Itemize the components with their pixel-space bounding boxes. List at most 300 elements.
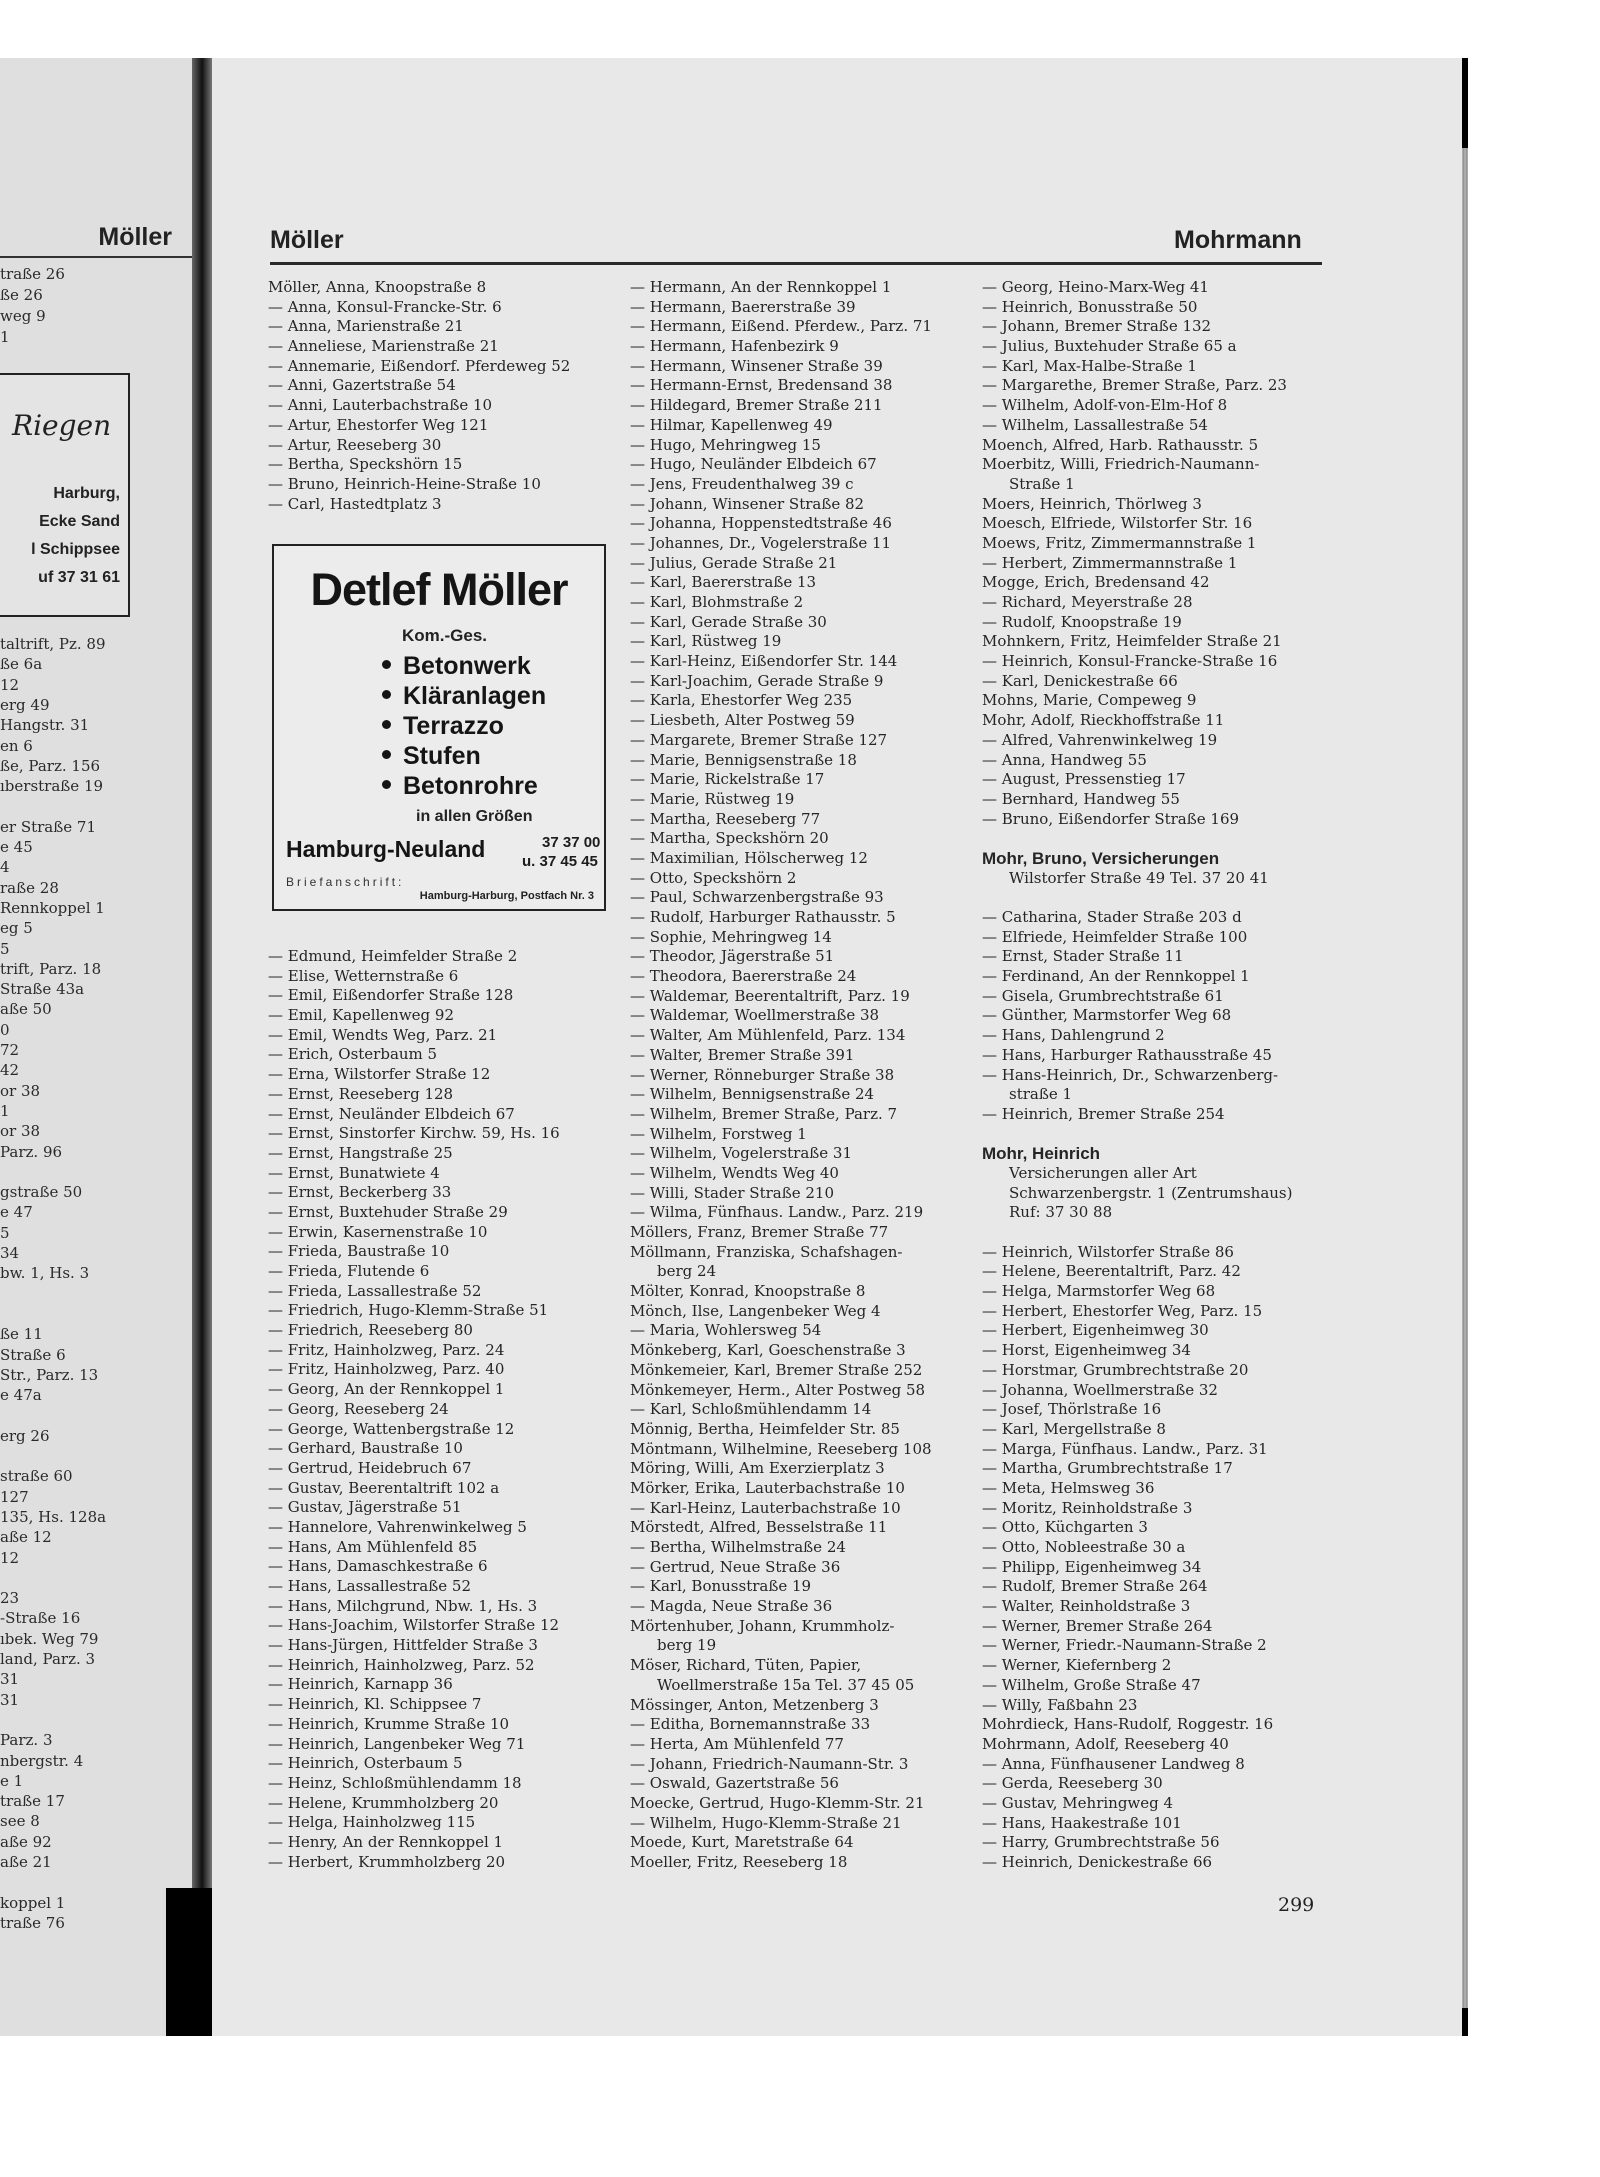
- left-text-fragment: e 1: [0, 1771, 24, 1790]
- directory-entry: — Heinrich, Kl. Schippsee 7: [268, 1695, 482, 1714]
- column-3-part-c: [982, 1243, 1327, 1873]
- directory-entry: Mohnkern, Fritz, Heimfelder Straße 21: [982, 632, 1282, 651]
- directory-entry: — Karl, Denickestraße 66: [982, 671, 1178, 690]
- page-number: 299: [1278, 1894, 1315, 1916]
- directory-entry: Moecke, Gertrud, Hugo-Klemm-Str. 21: [630, 1793, 925, 1812]
- page-edges: [1462, 148, 1468, 2008]
- bullet-icon: [382, 660, 391, 669]
- bullet-icon: [382, 690, 391, 699]
- directory-entry: — Werner, Bremer Straße 264: [982, 1616, 1213, 1635]
- directory-entry: — Helga, Hainholzweg 115: [268, 1813, 476, 1832]
- directory-entry: — Wilhelm, Vogelerstraße 31: [630, 1144, 853, 1163]
- directory-entry: — Ernst, Buxtehuder Straße 29: [268, 1202, 508, 1221]
- directory-entry: — Karl-Joachim, Gerade Straße 9: [630, 671, 884, 690]
- directory-entry: — Georg, Heino-Marx-Weg 41: [982, 278, 1209, 296]
- directory-entry: — Hugo, Neuländer Elbdeich 67: [630, 455, 877, 474]
- directory-entry: — Otto, Speckshörn 2: [630, 868, 797, 887]
- directory-entry: — Hans, Milchgrund, Nbw. 1, Hs. 3: [268, 1596, 538, 1615]
- directory-entry: — Heinrich, Osterbaum 5: [268, 1754, 463, 1773]
- ad-mail-address: Hamburg-Harburg, Postfach Nr. 3: [419, 890, 594, 902]
- directory-entry: Möring, Willi, Am Exerzierplatz 3: [630, 1459, 885, 1478]
- left-text-fragment: e 47a: [0, 1386, 42, 1405]
- running-head-left: Möller: [270, 226, 344, 254]
- ad-product: Terrazzo: [382, 712, 504, 741]
- directory-entry: — Wilhelm, Bremer Straße, Parz. 7: [630, 1104, 898, 1123]
- directory-entry: Möser, Richard, Tüten, Papier,: [630, 1656, 862, 1675]
- directory-entry: — Gertrud, Neue Straße 36: [630, 1557, 841, 1576]
- directory-entry: — Richard, Meyerstraße 28: [982, 593, 1193, 611]
- directory-entry: — Hildegard, Bremer Straße 211: [630, 396, 883, 415]
- directory-entry: — Erwin, Kasernenstraße 10: [268, 1222, 488, 1241]
- directory-entry: Mönkemeier, Karl, Bremer Straße 252: [630, 1360, 923, 1379]
- ad-city: Hamburg-Neuland: [286, 836, 486, 862]
- directory-entry: — Heinz, Schloßmühlendamm 18: [268, 1773, 522, 1792]
- directory-entry: — Moritz, Reinholdstraße 3: [982, 1498, 1193, 1517]
- left-text-fragment: 5: [0, 939, 10, 958]
- directory-entry: — Anni, Gazertstraße 54: [268, 376, 456, 395]
- directory-entry: Mönch, Ilse, Langenbeker Weg 4: [630, 1301, 881, 1320]
- directory-entry: — Otto, Küchgarten 3: [982, 1518, 1148, 1537]
- left-text-fragment: aße 21: [0, 1853, 52, 1871]
- directory-entry: — Fritz, Hainholzweg, Parz. 40: [268, 1360, 505, 1379]
- directory-entry: — Jens, Freudenthalweg 39 c: [630, 474, 854, 493]
- directory-entry: — Walter, Reinholdstraße 3: [982, 1597, 1191, 1616]
- directory-entry: — Gerda, Reeseberg 30: [982, 1774, 1163, 1793]
- left-text-fragment: ße 26: [0, 286, 43, 304]
- directory-entry: Moews, Fritz, Zimmermannstraße 1: [982, 533, 1257, 552]
- left-text-fragment: e 47: [0, 1203, 33, 1222]
- directory-entry: Moede, Kurt, Maretstraße 64: [630, 1833, 854, 1852]
- directory-entry: — Frieda, Lassallestraße 52: [268, 1281, 482, 1300]
- left-text-fragment: 1: [0, 328, 10, 346]
- directory-entry: — Ernst, Beckerberg 33: [268, 1183, 452, 1202]
- left-text-fragment: 12: [0, 675, 20, 694]
- left-text-fragment: er Straße 71: [0, 817, 96, 836]
- directory-entry: — Gertrud, Heidebruch 67: [268, 1458, 472, 1477]
- bullet-icon: [382, 750, 391, 759]
- left-text-fragment: Straße 6: [0, 1345, 66, 1364]
- left-text-fragment: 42: [0, 1061, 20, 1080]
- left-text-fragment: e 45: [0, 838, 33, 856]
- directory-entry: — Johannes, Dr., Vogelerstraße 11: [630, 533, 892, 552]
- left-text-fragment: 5: [0, 1223, 10, 1242]
- directory-entry: — Wilhelm, Lassallestraße 54: [982, 415, 1208, 434]
- directory-entry: Mössinger, Anton, Metzenberg 3: [630, 1695, 879, 1714]
- directory-entry: — Werner, Rönneburger Straße 38: [630, 1065, 895, 1084]
- directory-entry: — Heinrich, Denickestraße 66: [982, 1853, 1213, 1871]
- directory-entry: — Hans-Jürgen, Hittfelder Straße 3: [268, 1636, 538, 1655]
- directory-entry: — Karl, Gerade Straße 30: [630, 612, 827, 631]
- directory-entry: — Hans, Dahlengrund 2: [982, 1026, 1165, 1045]
- directory-entry: — Sophie, Mehringweg 14: [630, 927, 832, 946]
- directory-entry: — Horst, Eigenheimweg 34: [982, 1341, 1191, 1360]
- directory-entry: Moerbitz, Willi, Friedrich-Naumann-: [982, 455, 1260, 474]
- ad-product: Stufen: [382, 742, 481, 771]
- left-text-fragment: Rennkoppel 1: [0, 898, 105, 917]
- left-text-fragment: traße 76: [0, 1913, 65, 1932]
- directory-entry: — Hans, Damaschkestraße 6: [268, 1557, 488, 1576]
- directory-entry: — Anna, Marienstraße 21: [268, 317, 464, 336]
- directory-entry: — Bertha, Speckshörn 15: [268, 455, 463, 474]
- bullet-icon: [382, 780, 391, 789]
- left-header-rule: [0, 256, 192, 258]
- directory-entry: — Wilhelm, Hugo-Klemm-Straße 21: [630, 1813, 902, 1832]
- directory-entry: Mörstedt, Alfred, Besselstraße 11: [630, 1518, 888, 1537]
- directory-entry: — Heinrich, Konsul-Francke-Straße 16: [982, 652, 1278, 671]
- directory-entry: Mohns, Marie, Compeweg 9: [982, 691, 1197, 710]
- directory-entry: — Bernhard, Handweg 55: [982, 789, 1180, 808]
- left-text-fragment: ße 11: [0, 1325, 43, 1344]
- directory-entry: — Hermann, Winsener Straße 39: [630, 356, 883, 375]
- directory-entry: — Gustav, Mehringweg 4: [982, 1793, 1174, 1812]
- directory-entry: — Hermann, Baererstraße 39: [630, 297, 856, 316]
- directory-entry: — Martha, Speckshörn 20: [630, 829, 829, 848]
- directory-entry: — Henry, An der Rennkoppel 1: [268, 1832, 504, 1851]
- left-text-fragment: Parz. 3: [0, 1731, 53, 1750]
- directory-entry: — Fritz, Hainholzweg, Parz. 24: [268, 1340, 505, 1359]
- entry-continuation: Versicherungen aller Art: [1009, 1163, 1197, 1182]
- directory-entry: — Helga, Marmstorfer Weg 68: [982, 1282, 1216, 1301]
- directory-entry: — Heinrich, Langenbeker Weg 71: [268, 1734, 526, 1753]
- directory-entry: — Theodora, Baererstraße 24: [630, 967, 857, 986]
- left-text-fragment: aße 12: [0, 1528, 52, 1547]
- directory-entry: — Helene, Beerentaltrift, Parz. 42: [982, 1262, 1241, 1281]
- book-gutter: [192, 58, 212, 2036]
- directory-entry: Mogge, Erich, Bredensand 42: [982, 573, 1210, 592]
- left-text-fragment: -Straße 16: [0, 1609, 81, 1628]
- left-ad-line: l Schippsee: [31, 541, 120, 558]
- left-text-fragment: 127: [0, 1487, 29, 1506]
- left-text-fragment: trift, Parz. 18: [0, 959, 102, 978]
- header-rule: [270, 262, 1322, 265]
- bold-entry-heading: Mohr, Bruno, Versicherungen: [982, 848, 1220, 868]
- directory-entry: — Waldemar, Beerentaltrift, Parz. 19: [630, 986, 910, 1005]
- left-text-fragment: or 38: [0, 1081, 41, 1100]
- directory-entry: — Gustav, Jägerstraße 51: [268, 1498, 462, 1517]
- directory-entry: — Anna, Konsul-Francke-Str. 6: [268, 297, 502, 316]
- directory-entry: — Johanna, Woellmerstraße 32: [982, 1380, 1218, 1399]
- directory-entry: — Josef, Thörlstraße 16: [982, 1400, 1162, 1419]
- directory-entry: — Ernst, Stader Straße 11: [982, 947, 1184, 966]
- left-text-fragment: aße 50: [0, 1000, 52, 1019]
- directory-entry: — Heinrich, Bonusstraße 50: [982, 297, 1198, 316]
- left-text-fragment: land, Parz. 3: [0, 1650, 96, 1668]
- directory-entry: — Bruno, Eißendorfer Straße 169: [982, 809, 1240, 828]
- bullet-icon: [382, 720, 391, 729]
- left-text-fragment: or 38: [0, 1122, 41, 1141]
- left-text-fragment: 0: [0, 1020, 10, 1039]
- directory-entry: — Hilmar, Kapellenweg 49: [630, 415, 833, 434]
- directory-entry: Mörtenhuber, Johann, Krummholz-: [630, 1616, 895, 1635]
- left-text-fragment: traße 17: [0, 1792, 65, 1811]
- left-text-fragment: ıberstraße 19: [0, 777, 104, 796]
- ad-sizes: in allen Größen: [416, 808, 533, 825]
- directory-entry: — Philipp, Eigenheimweg 34: [982, 1557, 1202, 1576]
- directory-entry: — Karl, Baererstraße 13: [630, 573, 817, 592]
- directory-entry: Mölter, Konrad, Knoopstraße 8: [630, 1282, 866, 1301]
- directory-entry: — Heinrich, Hainholzweg, Parz. 52: [268, 1655, 535, 1674]
- directory-entry: — Herbert, Eigenheimweg 30: [982, 1321, 1209, 1340]
- directory-entry: — Heinrich, Krumme Straße 10: [268, 1714, 510, 1733]
- directory-entry: — Heinrich, Karnapp 36: [268, 1675, 453, 1694]
- directory-entry: — Maria, Wohlersweg 54: [630, 1321, 822, 1340]
- directory-entry: — Waldemar, Woellmerstraße 38: [630, 1006, 880, 1025]
- directory-entry: — Ernst, Bunatwiete 4: [268, 1163, 440, 1182]
- directory-entry: — Oswald, Gazertstraße 56: [630, 1774, 839, 1793]
- left-text-fragment: 34: [0, 1244, 20, 1262]
- directory-entry: — Marie, Rüstweg 19: [630, 789, 795, 808]
- directory-entry: — Maximilian, Hölscherweg 12: [630, 848, 868, 867]
- directory-entry: — Rudolf, Bremer Straße 264: [982, 1577, 1208, 1596]
- directory-entry: — Johann, Winsener Straße 82: [630, 494, 865, 513]
- column-2: [630, 278, 975, 1873]
- directory-entry: — Hermann, Eißend. Pferdew., Parz. 71: [630, 317, 932, 336]
- left-ad-line: uf 37 31 61: [38, 569, 120, 586]
- directory-entry: — Werner, Friedr.-Naumann-Straße 2: [982, 1636, 1267, 1655]
- left-text-fragment: 31: [0, 1690, 20, 1709]
- directory-entry: — Hans, Haakestraße 101: [982, 1813, 1182, 1832]
- scanned-book-spread: [0, 58, 1468, 2036]
- directory-entry: — Wilhelm, Große Straße 47: [982, 1675, 1201, 1694]
- directory-entry: — Gerhard, Baustraße 10: [268, 1439, 463, 1458]
- directory-entry: straße 1: [1009, 1085, 1073, 1104]
- directory-entry: — Meta, Helmsweg 36: [982, 1478, 1155, 1497]
- directory-entry: — Ernst, Hangstraße 25: [268, 1143, 453, 1162]
- entry-continuation: Ruf: 37 30 88: [1009, 1203, 1113, 1222]
- directory-entry: Moesch, Elfriede, Wilstorfer Str. 16: [982, 514, 1253, 533]
- directory-entry: — Horstmar, Grumbrechtstraße 20: [982, 1360, 1249, 1379]
- directory-entry: — George, Wattenbergstraße 12: [268, 1419, 515, 1438]
- directory-entry: — Johann, Friedrich-Naumann-Str. 3: [630, 1754, 909, 1773]
- directory-entry: — Willi, Stader Straße 210: [630, 1183, 835, 1202]
- directory-entry: — Karl-Heinz, Lauterbachstraße 10: [630, 1498, 901, 1517]
- left-text-fragment: eg 5: [0, 919, 33, 938]
- directory-entry: — Liesbeth, Alter Postweg 59: [630, 711, 855, 730]
- directory-entry: — Ernst, Neuländer Elbdeich 67: [268, 1104, 515, 1123]
- directory-entry: — Karl, Blohmstraße 2: [630, 593, 804, 611]
- left-ad-line: Harburg,: [53, 485, 120, 502]
- right-page: [212, 58, 1462, 2036]
- directory-entry: — Heinrich, Bremer Straße 254: [982, 1104, 1225, 1123]
- directory-entry: Mörker, Erika, Lauterbachstraße 10: [630, 1478, 905, 1497]
- left-text-fragment: 4: [0, 858, 10, 877]
- directory-entry: Möllers, Franz, Bremer Straße 77: [630, 1223, 889, 1241]
- directory-entry: — Hugo, Mehringweg 15: [630, 435, 821, 454]
- bold-entry-heading: Mohr, Heinrich: [982, 1144, 1101, 1164]
- left-text-fragment: Str., Parz. 13: [0, 1365, 99, 1384]
- directory-entry: Mönkemeyer, Herm., Alter Postweg 58: [630, 1380, 926, 1399]
- directory-entry: — Herta, Am Mühlenfeld 77: [630, 1734, 844, 1753]
- directory-entry: Woellmerstraße 15a Tel. 37 45 05: [657, 1675, 915, 1694]
- ad-product: Kläranlagen: [382, 682, 546, 711]
- directory-entry: — Emil, Kapellenweg 92: [268, 1006, 455, 1025]
- directory-entry: — Ernst, Reeseberg 128: [268, 1084, 454, 1103]
- left-text-fragment: 135, Hs. 128a: [0, 1507, 107, 1526]
- column-3-part-a: [982, 278, 1327, 829]
- left-text-fragment: Hangstr. 31: [0, 716, 90, 735]
- left-text-fragment: 1: [0, 1101, 10, 1120]
- directory-entry: — Catharina, Stader Straße 203 d: [982, 908, 1242, 926]
- ad-phone-1: 37 37 00: [542, 834, 601, 851]
- directory-entry: — Hans-Heinrich, Dr., Schwarzenberg-: [982, 1065, 1279, 1084]
- directory-entry: Moeller, Fritz, Reeseberg 18: [630, 1853, 848, 1871]
- directory-entry: — Artur, Ehestorfer Weg 121: [268, 415, 489, 434]
- entry-continuation: Wilstorfer Straße 49 Tel. 37 20 41: [1009, 868, 1269, 887]
- directory-entry: — Bruno, Heinrich-Heine-Straße 10: [268, 474, 541, 493]
- entry-continuation: Schwarzenbergstr. 1 (Zentrumshaus): [1009, 1183, 1293, 1202]
- directory-entry: — Karl, Max-Halbe-Straße 1: [982, 356, 1197, 375]
- directory-entry: — Carl, Hastedtplatz 3: [268, 494, 442, 513]
- directory-entry: — Werner, Kiefernberg 2: [982, 1656, 1172, 1675]
- ad-company-form: Kom.-Ges.: [402, 626, 488, 645]
- directory-entry: Straße 1: [1009, 474, 1075, 493]
- directory-entry: — Herbert, Krummholzberg 20: [268, 1852, 506, 1871]
- directory-entry: — Gisela, Grumbrechtstraße 61: [982, 986, 1224, 1005]
- directory-entry: — Ernst, Sinstorfer Kirchw. 59, Hs. 16: [268, 1124, 560, 1143]
- left-ad-fragment: [0, 373, 130, 617]
- directory-entry: — Hans, Am Mühlenfeld 85: [268, 1537, 478, 1556]
- directory-entry: — Hermann, An der Rennkoppel 1: [630, 278, 892, 296]
- left-ad-line: Ecke Sand: [39, 513, 120, 530]
- directory-entry: — Annemarie, Eißendorf. Pferdeweg 52: [268, 356, 571, 375]
- left-text-fragment: Straße 43a: [0, 980, 85, 999]
- directory-entry: berg 24: [657, 1262, 717, 1281]
- directory-entry: — Herbert, Zimmermannstraße 1: [982, 553, 1238, 572]
- directory-entry: — Anna, Fünfhausener Landweg 8: [982, 1754, 1245, 1773]
- left-page-fragment: [0, 58, 192, 2036]
- left-text-fragment: ße, Parz. 156: [0, 756, 101, 775]
- left-text-fragment: aße 92: [0, 1832, 52, 1851]
- directory-entry: — Friedrich, Reeseberg 80: [268, 1321, 473, 1340]
- directory-entry: — Emil, Eißendorfer Straße 128: [268, 986, 514, 1005]
- directory-entry: — Emil, Wendts Weg, Parz. 21: [268, 1025, 498, 1044]
- directory-entry: — Georg, An der Rennkoppel 1: [268, 1380, 505, 1399]
- left-text-fragment: straße 60: [0, 1467, 73, 1486]
- directory-entry: — Theodor, Jägerstraße 51: [630, 947, 835, 966]
- binding-edge: [162, 1888, 216, 2036]
- directory-entry: — Karl, Bonusstraße 19: [630, 1577, 812, 1596]
- directory-entry: — Ferdinand, An der Rennkoppel 1: [982, 967, 1250, 986]
- directory-entry: — Wilma, Fünfhaus. Landw., Parz. 219: [630, 1203, 924, 1222]
- directory-entry: — Anna, Handweg 55: [982, 750, 1147, 769]
- left-text-fragment: 12: [0, 1548, 20, 1567]
- directory-entry: — Otto, Nobleestraße 30 a: [982, 1538, 1186, 1556]
- directory-entry: — Hermann-Ernst, Bredensand 38: [630, 376, 893, 395]
- left-text-fragment: ße 6a: [0, 655, 43, 674]
- directory-entry: berg 19: [657, 1636, 717, 1655]
- left-text-fragment: bw. 1, Hs. 3: [0, 1264, 90, 1283]
- directory-entry: — Julius, Buxtehuder Straße 65 a: [982, 337, 1237, 356]
- directory-entry: — Hans-Joachim, Wilstorfer Straße 12: [268, 1616, 560, 1635]
- left-text-fragment: 31: [0, 1670, 20, 1689]
- directory-entry: — Heinrich, Wilstorfer Straße 86: [982, 1242, 1234, 1261]
- directory-entry: — Hans, Harburger Rathausstraße 45: [982, 1045, 1272, 1064]
- directory-entry: — Hermann, Hafenbezirk 9: [630, 337, 839, 356]
- column-1-bottom: [268, 947, 613, 1872]
- directory-entry: — Erich, Osterbaum 5: [268, 1045, 438, 1064]
- directory-entry: Mönkeberg, Karl, Goeschenstraße 3: [630, 1341, 906, 1360]
- directory-entry: Mohr, Adolf, Rieckhoffstraße 11: [982, 711, 1225, 730]
- directory-entry: — Johanna, Hoppenstedtstraße 46: [630, 514, 892, 533]
- ad-title: Detlef Möller: [310, 564, 568, 615]
- ad-product: Betonwerk: [382, 652, 531, 681]
- directory-entry: — Johann, Bremer Straße 132: [982, 317, 1212, 336]
- directory-entry: — Margarete, Bremer Straße 127: [630, 730, 888, 749]
- directory-entry: — Elise, Wetternstraße 6: [268, 966, 459, 985]
- directory-entry: — Magda, Neue Straße 36: [630, 1597, 833, 1616]
- left-text-fragment: Parz. 96: [0, 1142, 63, 1161]
- left-text-fragment: 23: [0, 1589, 20, 1608]
- left-text-fragment: see 8: [0, 1812, 40, 1831]
- directory-entry: — Anni, Lauterbachstraße 10: [268, 396, 493, 415]
- directory-entry: — Harry, Grumbrechtstraße 56: [982, 1833, 1220, 1852]
- directory-entry: — Rudolf, Harburger Rathausstr. 5: [630, 908, 896, 926]
- directory-entry: — Wilhelm, Adolf-von-Elm-Hof 8: [982, 396, 1228, 415]
- left-text-fragment: traße 26: [0, 265, 65, 283]
- directory-entry: — Rudolf, Knoopstraße 19: [982, 612, 1182, 631]
- directory-entry: — Karl-Heinz, Eißendorfer Str. 144: [630, 652, 898, 671]
- directory-entry: — August, Pressenstieg 17: [982, 770, 1186, 789]
- directory-entry: — Karla, Ehestorfer Weg 235: [630, 691, 853, 710]
- directory-entry: Möller, Anna, Knoopstraße 8: [268, 278, 487, 296]
- left-text-fragment: gstraße 50: [0, 1183, 83, 1202]
- directory-entry: — Marga, Fünfhaus. Landw., Parz. 31: [982, 1439, 1268, 1458]
- directory-entry: Moers, Heinrich, Thörlweg 3: [982, 494, 1202, 513]
- column-3: [982, 278, 1327, 1873]
- directory-entry: — Edmund, Heimfelder Straße 2: [268, 947, 518, 965]
- left-text-fragment: weg 9: [0, 307, 46, 325]
- directory-entry: — Editha, Bornemannstraße 33: [630, 1715, 871, 1734]
- directory-entry: — Karl, Schloßmühlendamm 14: [630, 1400, 872, 1419]
- directory-entry: — Walter, Bremer Straße 391: [630, 1045, 855, 1064]
- left-text-fragment: erg 26: [0, 1426, 50, 1445]
- directory-entry: — Alfred, Vahrenwinkelweg 19: [982, 730, 1218, 749]
- left-text-fragment: taltrift, Pz. 89: [0, 635, 106, 653]
- directory-entry: — Martha, Reeseberg 77: [630, 809, 821, 828]
- directory-entry: — Elfriede, Heimfelder Straße 100: [982, 927, 1248, 946]
- directory-entry: — Friedrich, Hugo-Klemm-Straße 51: [268, 1301, 549, 1320]
- left-text-fragment: ıbek. Weg 79: [0, 1629, 99, 1648]
- directory-entry: Möntmann, Wilhelmine, Reeseberg 108: [630, 1439, 932, 1458]
- directory-entry: — Anneliese, Marienstraße 21: [268, 337, 499, 356]
- left-page-header: Möller: [98, 223, 172, 251]
- directory-entry: — Wilhelm, Forstweg 1: [630, 1124, 807, 1143]
- left-text-fragment: raße 28: [0, 878, 59, 897]
- directory-entry: — Hannelore, Vahrenwinkelweg 5: [268, 1517, 527, 1536]
- directory-entry: — Wilhelm, Bennigsenstraße 24: [630, 1085, 875, 1104]
- directory-entry: — Helene, Krummholzberg 20: [268, 1793, 499, 1812]
- directory-entry: — Hans, Lassallestraße 52: [268, 1577, 471, 1595]
- left-text-fragment: erg 49: [0, 695, 50, 714]
- directory-entry: Möllmann, Franziska, Schafshagen-: [630, 1242, 903, 1261]
- directory-entry: — Marie, Bennigsenstraße 18: [630, 750, 857, 769]
- left-ad-script: Riegen: [12, 409, 112, 442]
- column-3-part-b: [982, 908, 1327, 1125]
- directory-entry: Mohrdieck, Hans-Rudolf, Roggestr. 16: [982, 1715, 1274, 1734]
- directory-entry: — Herbert, Ehestorfer Weg, Parz. 15: [982, 1301, 1263, 1320]
- directory-entry: Mohrmann, Adolf, Reeseberg 40: [982, 1734, 1229, 1753]
- left-text-fragment: nbergstr. 4: [0, 1751, 84, 1770]
- directory-entry: — Karl, Rüstweg 19: [630, 632, 782, 651]
- directory-entry: — Julius, Gerade Straße 21: [630, 553, 838, 572]
- directory-entry: — Gustav, Beerentaltrift 102 a: [268, 1478, 500, 1497]
- ad-phone-2: u. 37 45 45: [522, 853, 598, 870]
- left-text-fragment: en 6: [0, 736, 33, 755]
- directory-entry: — Günther, Marmstorfer Weg 68: [982, 1006, 1232, 1025]
- running-head-right: Mohrmann: [1174, 226, 1302, 254]
- directory-entry: — Willy, Faßbahn 23: [982, 1695, 1138, 1714]
- directory-entry: — Karl, Mergellstraße 8: [982, 1419, 1166, 1438]
